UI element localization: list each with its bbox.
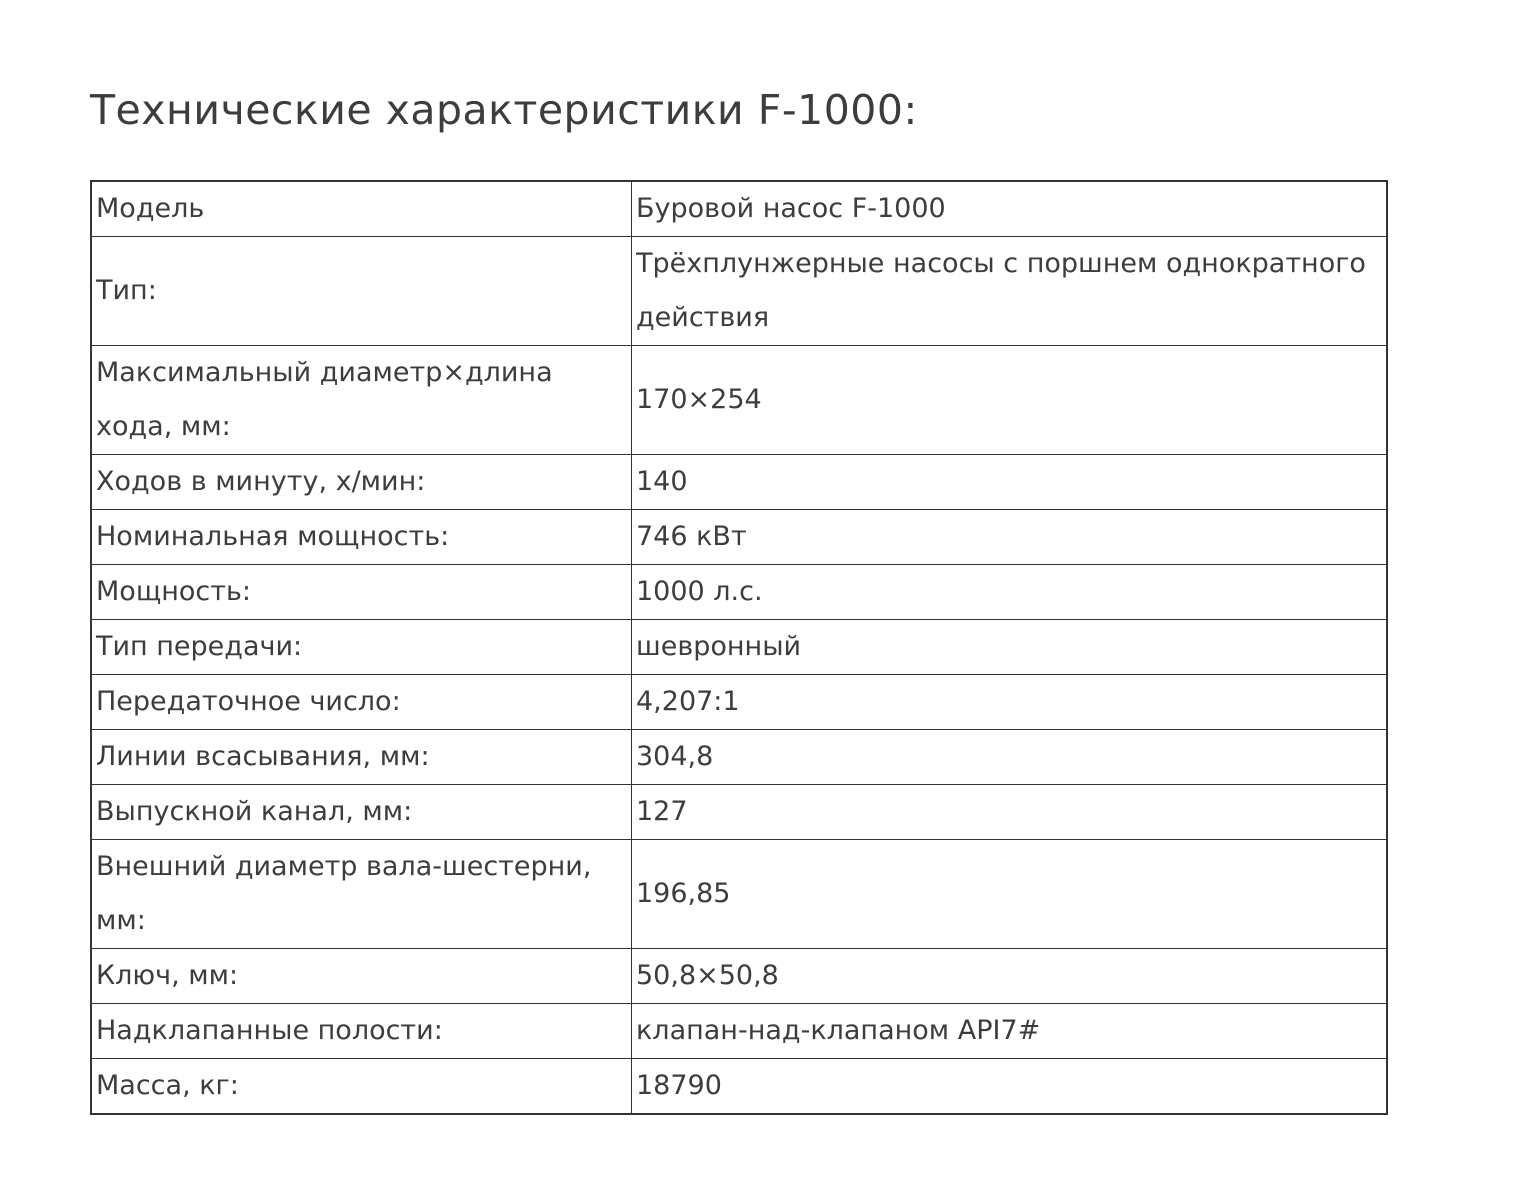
spec-value: клапан-над-клапаном API7# — [632, 1004, 1388, 1059]
spec-table-body — [91, 181, 1387, 1114]
spec-value: 746 кВт — [632, 510, 1388, 565]
page-title: Технические характеристики F-1000: — [90, 86, 918, 134]
spec-label: Ходов в минуту, х/мин: — [91, 455, 632, 510]
spec-row — [91, 949, 1387, 1004]
spec-value: 196,85 — [632, 840, 1388, 949]
spec-label: Масса, кг: — [91, 1059, 632, 1115]
spec-row — [91, 565, 1387, 620]
spec-label: Передаточное число: — [91, 675, 632, 730]
spec-row — [91, 455, 1387, 510]
spec-label: Максимальный диаметр×длина хода, мм: — [91, 346, 632, 455]
spec-label: Выпускной канал, мм: — [91, 785, 632, 840]
spec-label: Модель — [91, 181, 632, 237]
spec-row — [91, 675, 1387, 730]
spec-label: Мощность: — [91, 565, 632, 620]
spec-row — [91, 181, 1387, 237]
spec-value: 127 — [632, 785, 1388, 840]
spec-row — [91, 237, 1387, 346]
spec-row — [91, 620, 1387, 675]
spec-label: Тип передачи: — [91, 620, 632, 675]
spec-table — [90, 180, 1388, 1115]
spec-value: Буровой насос F-1000 — [632, 181, 1388, 237]
spec-value: 140 — [632, 455, 1388, 510]
spec-label: Ключ, мм: — [91, 949, 632, 1004]
spec-label: Тип: — [91, 237, 632, 346]
spec-row — [91, 840, 1387, 949]
spec-label: Линии всасывания, мм: — [91, 730, 632, 785]
spec-value: 50,8×50,8 — [632, 949, 1388, 1004]
spec-label: Номинальная мощность: — [91, 510, 632, 565]
spec-row — [91, 1059, 1387, 1115]
spec-row — [91, 730, 1387, 785]
spec-value: 170×254 — [632, 346, 1388, 455]
spec-value: 18790 — [632, 1059, 1388, 1115]
spec-value: Трёхплунжерные насосы с поршнем однократного действия — [632, 237, 1388, 346]
spec-value: 304,8 — [632, 730, 1388, 785]
spec-row — [91, 785, 1387, 840]
spec-row — [91, 346, 1387, 455]
spec-value: шевронный — [632, 620, 1388, 675]
spec-value: 1000 л.с. — [632, 565, 1388, 620]
spec-row — [91, 1004, 1387, 1059]
spec-label: Внешний диаметр вала-шестерни, мм: — [91, 840, 632, 949]
spec-row — [91, 510, 1387, 565]
spec-label: Надклапанные полости: — [91, 1004, 632, 1059]
spec-value: 4,207:1 — [632, 675, 1388, 730]
